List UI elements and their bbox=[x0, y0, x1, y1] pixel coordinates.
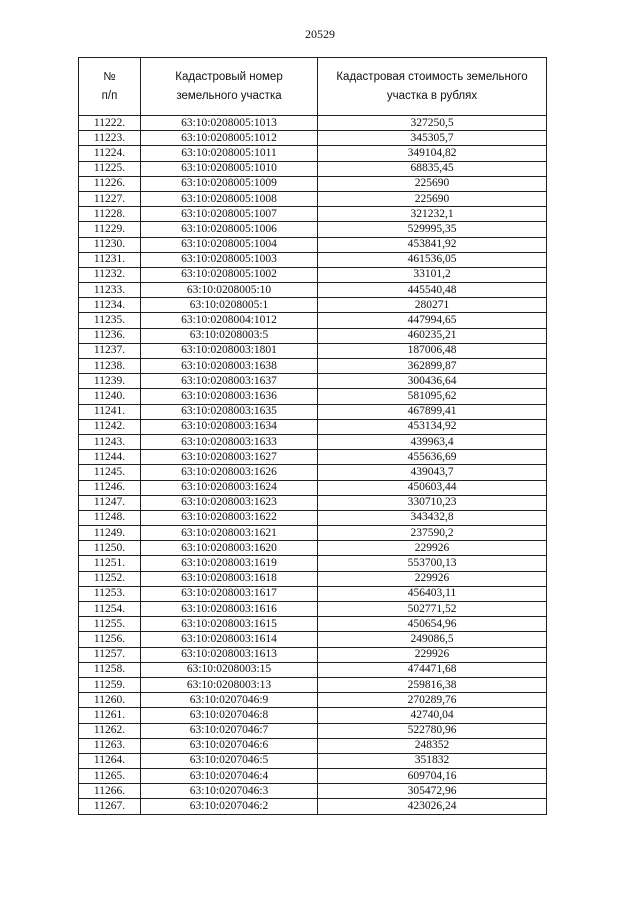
cadastral-value-cell: 327250,5 bbox=[318, 116, 547, 131]
cadastral-number-cell: 63:10:0208003:1620 bbox=[141, 541, 318, 556]
cadastral-number-cell: 63:10:0208003:1633 bbox=[141, 434, 318, 449]
cadastral-number-cell: 63:10:0208003:1624 bbox=[141, 480, 318, 495]
table-header-row bbox=[79, 58, 547, 116]
table-row bbox=[79, 237, 547, 252]
cadastral-number-cell: 63:10:0208003:1623 bbox=[141, 495, 318, 510]
header-cadastral-number bbox=[141, 58, 318, 116]
cadastral-number-cell: 63:10:0208003:5 bbox=[141, 328, 318, 343]
cadastral-number-cell: 63:10:0207046:7 bbox=[141, 723, 318, 738]
cadastral-number-cell: 63:10:0208003:1638 bbox=[141, 359, 318, 374]
table-row bbox=[79, 267, 547, 282]
table-row bbox=[79, 480, 547, 495]
cadastral-number-cell: 63:10:0208003:1634 bbox=[141, 419, 318, 434]
table-row bbox=[79, 389, 547, 404]
row-number-cell: 11264. bbox=[79, 753, 141, 768]
row-number-cell: 11225. bbox=[79, 161, 141, 176]
row-number-cell: 11257. bbox=[79, 647, 141, 662]
cadastral-value-cell: 68835,45 bbox=[318, 161, 547, 176]
table-row bbox=[79, 617, 547, 632]
table-row bbox=[79, 632, 547, 647]
cadastral-value-cell: 453134,92 bbox=[318, 419, 547, 434]
cadastral-value-cell: 474471,68 bbox=[318, 662, 547, 677]
table-row bbox=[79, 222, 547, 237]
row-number-cell: 11259. bbox=[79, 677, 141, 692]
row-number-cell: 11266. bbox=[79, 784, 141, 799]
cadastral-value-cell: 42740,04 bbox=[318, 708, 547, 723]
cadastral-value-cell: 553700,13 bbox=[318, 556, 547, 571]
table-row bbox=[79, 753, 547, 768]
cadastral-number-cell: 63:10:0208003:1619 bbox=[141, 556, 318, 571]
table-row bbox=[79, 738, 547, 753]
cadastral-number-cell: 63:10:0208005:10 bbox=[141, 283, 318, 298]
cadastral-number-cell: 63:10:0208005:1009 bbox=[141, 176, 318, 191]
table-row bbox=[79, 510, 547, 525]
cadastral-value-cell: 187006,48 bbox=[318, 343, 547, 358]
row-number-cell: 11227. bbox=[79, 191, 141, 206]
row-number-cell: 11246. bbox=[79, 480, 141, 495]
row-number-cell: 11248. bbox=[79, 510, 141, 525]
row-number-cell: 11241. bbox=[79, 404, 141, 419]
cadastral-number-cell: 63:10:0207046:8 bbox=[141, 708, 318, 723]
cadastral-number-cell: 63:10:0208005:1003 bbox=[141, 252, 318, 267]
row-number-cell: 11223. bbox=[79, 131, 141, 146]
cadastral-number-cell: 63:10:0208005:1008 bbox=[141, 191, 318, 206]
row-number-cell: 11244. bbox=[79, 450, 141, 465]
cadastral-value-cell: 439963,4 bbox=[318, 434, 547, 449]
table-row bbox=[79, 677, 547, 692]
cadastral-value-cell: 581095,62 bbox=[318, 389, 547, 404]
header-cadastral-line2: земельного участка bbox=[176, 89, 282, 102]
cadastral-number-cell: 63:10:0208003:1613 bbox=[141, 647, 318, 662]
table-row bbox=[79, 434, 547, 449]
cadastral-number-cell: 63:10:0208003:1636 bbox=[141, 389, 318, 404]
row-number-cell: 11228. bbox=[79, 207, 141, 222]
row-number-cell: 11233. bbox=[79, 283, 141, 298]
cadastral-value-cell: 450654,96 bbox=[318, 617, 547, 632]
table-row bbox=[79, 328, 547, 343]
cadastral-value-cell: 467899,41 bbox=[318, 404, 547, 419]
cadastral-value-cell: 305472,96 bbox=[318, 784, 547, 799]
row-number-cell: 11263. bbox=[79, 738, 141, 753]
cadastral-number-cell: 63:10:0208005:1006 bbox=[141, 222, 318, 237]
table-row bbox=[79, 191, 547, 206]
cadastral-number-cell: 63:10:0208005:1012 bbox=[141, 131, 318, 146]
table-body bbox=[79, 116, 547, 815]
cadastral-value-cell: 229926 bbox=[318, 541, 547, 556]
row-number-cell: 11232. bbox=[79, 267, 141, 282]
row-number-cell: 11237. bbox=[79, 343, 141, 358]
header-cadastral-value bbox=[318, 58, 547, 116]
cadastral-number-cell: 63:10:0208003:1621 bbox=[141, 526, 318, 541]
row-number-cell: 11256. bbox=[79, 632, 141, 647]
row-number-cell: 11231. bbox=[79, 252, 141, 267]
cadastral-value-cell: 455636,69 bbox=[318, 450, 547, 465]
table-row bbox=[79, 708, 547, 723]
table-row bbox=[79, 313, 547, 328]
row-number-cell: 11226. bbox=[79, 176, 141, 191]
header-value-line1: Кадастровая стоимость земельного bbox=[336, 70, 528, 83]
row-number-cell: 11240. bbox=[79, 389, 141, 404]
cadastral-value-cell: 456403,11 bbox=[318, 586, 547, 601]
header-row-number bbox=[79, 58, 141, 116]
cadastral-number-cell: 63:10:0208003:1627 bbox=[141, 450, 318, 465]
cadastral-value-cell: 529995,35 bbox=[318, 222, 547, 237]
table-row bbox=[79, 146, 547, 161]
row-number-cell: 11239. bbox=[79, 374, 141, 389]
cadastral-number-cell: 63:10:0207046:3 bbox=[141, 784, 318, 799]
table-row bbox=[79, 404, 547, 419]
table-row bbox=[79, 586, 547, 601]
table-row bbox=[79, 769, 547, 784]
table-row bbox=[79, 207, 547, 222]
cadastral-number-cell: 63:10:0208005:1 bbox=[141, 298, 318, 313]
table-row bbox=[79, 495, 547, 510]
cadastral-number-cell: 63:10:0207046:9 bbox=[141, 693, 318, 708]
table-row bbox=[79, 343, 547, 358]
cadastral-value-cell: 362899,87 bbox=[318, 359, 547, 374]
row-number-cell: 11238. bbox=[79, 359, 141, 374]
cadastral-value-cell: 229926 bbox=[318, 571, 547, 586]
row-number-cell: 11243. bbox=[79, 434, 141, 449]
cadastral-number-cell: 63:10:0207046:5 bbox=[141, 753, 318, 768]
cadastral-number-cell: 63:10:0208003:1617 bbox=[141, 586, 318, 601]
cadastral-number-cell: 63:10:0208003:1637 bbox=[141, 374, 318, 389]
cadastral-number-cell: 63:10:0207046:6 bbox=[141, 738, 318, 753]
table-row bbox=[79, 723, 547, 738]
cadastral-value-cell: 343432,8 bbox=[318, 510, 547, 525]
cadastral-number-cell: 63:10:0208003:1622 bbox=[141, 510, 318, 525]
table-row bbox=[79, 419, 547, 434]
row-number-cell: 11249. bbox=[79, 526, 141, 541]
cadastral-number-cell: 63:10:0208003:13 bbox=[141, 677, 318, 692]
table-row bbox=[79, 283, 547, 298]
cadastral-number-cell: 63:10:0208003:1615 bbox=[141, 617, 318, 632]
cadastral-value-cell: 445540,48 bbox=[318, 283, 547, 298]
table-row bbox=[79, 556, 547, 571]
row-number-cell: 11255. bbox=[79, 617, 141, 632]
cadastral-number-cell: 63:10:0208005:1011 bbox=[141, 146, 318, 161]
cadastral-number-cell: 63:10:0208003:1635 bbox=[141, 404, 318, 419]
cadastral-number-cell: 63:10:0208004:1012 bbox=[141, 313, 318, 328]
table-row bbox=[79, 465, 547, 480]
cadastral-number-cell: 63:10:0208003:1801 bbox=[141, 343, 318, 358]
row-number-cell: 11245. bbox=[79, 465, 141, 480]
cadastral-value-cell: 439043,7 bbox=[318, 465, 547, 480]
table-row bbox=[79, 131, 547, 146]
cadastral-value-cell: 450603,44 bbox=[318, 480, 547, 495]
cadastral-value-cell: 609704,16 bbox=[318, 769, 547, 784]
row-number-cell: 11265. bbox=[79, 769, 141, 784]
row-number-cell: 11254. bbox=[79, 602, 141, 617]
cadastral-value-cell: 225690 bbox=[318, 176, 547, 191]
cadastral-value-table bbox=[78, 57, 547, 815]
row-number-cell: 11261. bbox=[79, 708, 141, 723]
row-number-cell: 11258. bbox=[79, 662, 141, 677]
cadastral-number-cell: 63:10:0207046:2 bbox=[141, 799, 318, 814]
row-number-cell: 11253. bbox=[79, 586, 141, 601]
row-number-cell: 11260. bbox=[79, 693, 141, 708]
row-number-cell: 11267. bbox=[79, 799, 141, 814]
cadastral-value-cell: 502771,52 bbox=[318, 602, 547, 617]
cadastral-number-cell: 63:10:0208003:1614 bbox=[141, 632, 318, 647]
cadastral-number-cell: 63:10:0207046:4 bbox=[141, 769, 318, 784]
table-row bbox=[79, 450, 547, 465]
cadastral-value-cell: 423026,24 bbox=[318, 799, 547, 814]
table-row bbox=[79, 647, 547, 662]
table-row bbox=[79, 784, 547, 799]
cadastral-value-cell: 447994,65 bbox=[318, 313, 547, 328]
row-number-cell: 11229. bbox=[79, 222, 141, 237]
row-number-cell: 11222. bbox=[79, 116, 141, 131]
row-number-cell: 11252. bbox=[79, 571, 141, 586]
cadastral-value-cell: 453841,92 bbox=[318, 237, 547, 252]
row-number-cell: 11235. bbox=[79, 313, 141, 328]
cadastral-value-cell: 460235,21 bbox=[318, 328, 547, 343]
cadastral-value-cell: 249086,5 bbox=[318, 632, 547, 647]
header-cadastral-line1: Кадастровый номер bbox=[175, 70, 283, 83]
cadastral-number-cell: 63:10:0208003:1616 bbox=[141, 602, 318, 617]
table-row bbox=[79, 662, 547, 677]
row-number-cell: 11234. bbox=[79, 298, 141, 313]
cadastral-number-cell: 63:10:0208005:1004 bbox=[141, 237, 318, 252]
cadastral-value-cell: 351832 bbox=[318, 753, 547, 768]
row-number-cell: 11236. bbox=[79, 328, 141, 343]
row-number-cell: 11247. bbox=[79, 495, 141, 510]
row-number-cell: 11242. bbox=[79, 419, 141, 434]
table-row bbox=[79, 602, 547, 617]
cadastral-value-cell: 248352 bbox=[318, 738, 547, 753]
table-row bbox=[79, 176, 547, 191]
table-row bbox=[79, 252, 547, 267]
table-row bbox=[79, 359, 547, 374]
table-row bbox=[79, 161, 547, 176]
cadastral-value-cell: 345305,7 bbox=[318, 131, 547, 146]
cadastral-number-cell: 63:10:0208003:1618 bbox=[141, 571, 318, 586]
header-num-line1: № bbox=[103, 70, 116, 83]
cadastral-value-cell: 522780,96 bbox=[318, 723, 547, 738]
cadastral-value-cell: 237590,2 bbox=[318, 526, 547, 541]
cadastral-value-cell: 33101,2 bbox=[318, 267, 547, 282]
cadastral-number-cell: 63:10:0208005:1013 bbox=[141, 116, 318, 131]
cadastral-number-cell: 63:10:0208005:1002 bbox=[141, 267, 318, 282]
row-number-cell: 11262. bbox=[79, 723, 141, 738]
cadastral-number-cell: 63:10:0208005:1010 bbox=[141, 161, 318, 176]
cadastral-number-cell: 63:10:0208005:1007 bbox=[141, 207, 318, 222]
header-value-line2: участка в рублях bbox=[386, 89, 478, 102]
cadastral-value-cell: 321232,1 bbox=[318, 207, 547, 222]
cadastral-value-cell: 461536,05 bbox=[318, 252, 547, 267]
table-row bbox=[79, 571, 547, 586]
cadastral-value-cell: 270289,76 bbox=[318, 693, 547, 708]
page-number: 20529 bbox=[305, 27, 335, 41]
cadastral-number-cell: 63:10:0208003:15 bbox=[141, 662, 318, 677]
header-num-line2: п/п bbox=[101, 89, 118, 102]
table-row bbox=[79, 526, 547, 541]
row-number-cell: 11250. bbox=[79, 541, 141, 556]
cadastral-value-cell: 229926 bbox=[318, 647, 547, 662]
row-number-cell: 11251. bbox=[79, 556, 141, 571]
cadastral-value-cell: 349104,82 bbox=[318, 146, 547, 161]
table-row bbox=[79, 693, 547, 708]
table-row bbox=[79, 374, 547, 389]
table-row bbox=[79, 799, 547, 814]
row-number-cell: 11230. bbox=[79, 237, 141, 252]
table-row bbox=[79, 541, 547, 556]
cadastral-value-cell: 225690 bbox=[318, 191, 547, 206]
cadastral-value-cell: 330710,23 bbox=[318, 495, 547, 510]
row-number-cell: 11224. bbox=[79, 146, 141, 161]
cadastral-value-cell: 300436,64 bbox=[318, 374, 547, 389]
cadastral-value-cell: 280271 bbox=[318, 298, 547, 313]
table-row bbox=[79, 116, 547, 131]
cadastral-value-cell: 259816,38 bbox=[318, 677, 547, 692]
cadastral-number-cell: 63:10:0208003:1626 bbox=[141, 465, 318, 480]
table-row bbox=[79, 298, 547, 313]
